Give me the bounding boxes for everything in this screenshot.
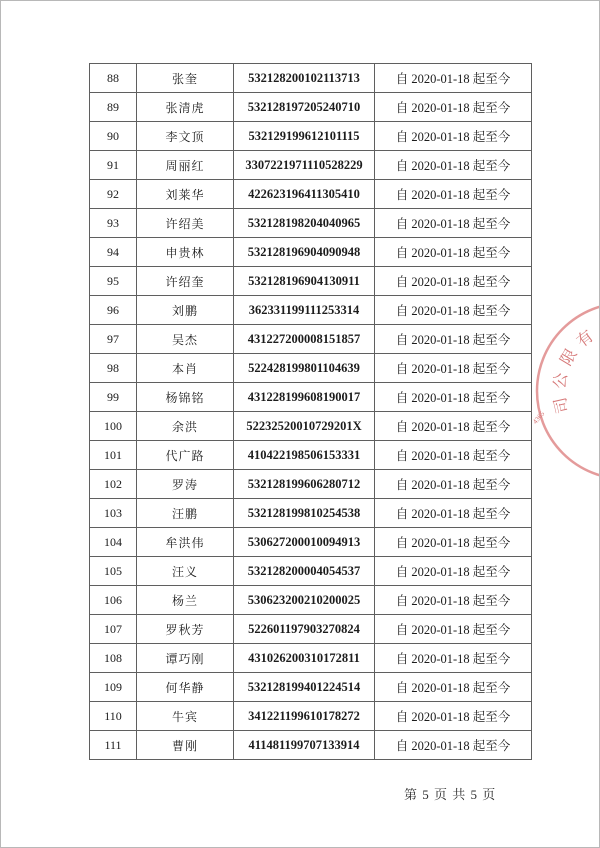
name-cell: 吴杰	[137, 325, 234, 354]
row-number-cell: 93	[90, 209, 137, 238]
table-row	[90, 64, 532, 93]
id-number-cell: 532128196904090948	[234, 238, 375, 267]
name-cell: 汪鹏	[137, 499, 234, 528]
table-row	[90, 412, 532, 441]
period-cell: 自 2020-01-18 起至今	[375, 267, 532, 296]
row-number-cell: 102	[90, 470, 137, 499]
id-number-cell: 532128199810254538	[234, 499, 375, 528]
row-number-cell: 98	[90, 354, 137, 383]
row-number-cell: 91	[90, 151, 137, 180]
table-row	[90, 122, 532, 151]
id-number-cell: 532128199606280712	[234, 470, 375, 499]
period-cell: 自 2020-01-18 起至今	[375, 731, 532, 760]
name-cell: 刘莱华	[137, 180, 234, 209]
seal-char: 限	[557, 346, 581, 369]
id-number-cell: 530623200210200025	[234, 586, 375, 615]
id-number-cell: 532128199401224514	[234, 673, 375, 702]
id-number-cell: 530627200010094913	[234, 528, 375, 557]
period-cell: 自 2020-01-18 起至今	[375, 412, 532, 441]
name-cell: 周丽红	[137, 151, 234, 180]
id-number-cell: 532128196904130911	[234, 267, 375, 296]
name-cell: 曹刚	[137, 731, 234, 760]
row-number-cell: 89	[90, 93, 137, 122]
id-number-cell: 522428199801104639	[234, 354, 375, 383]
period-cell: 自 2020-01-18 起至今	[375, 122, 532, 151]
personnel-roster-table	[89, 63, 532, 760]
seal-serial-number: 4365	[531, 409, 547, 426]
table-row	[90, 296, 532, 325]
name-cell: 刘鹏	[137, 296, 234, 325]
name-cell: 何华静	[137, 673, 234, 702]
period-cell: 自 2020-01-18 起至今	[375, 441, 532, 470]
id-number-cell: 341221199610178272	[234, 702, 375, 731]
period-cell: 自 2020-01-18 起至今	[375, 325, 532, 354]
table-row	[90, 673, 532, 702]
page-number-indicator: 第 5 页 共 5 页	[404, 787, 497, 802]
id-number-cell: 52232520010729201X	[234, 412, 375, 441]
period-cell: 自 2020-01-18 起至今	[375, 209, 532, 238]
id-number-cell: 431227200008151857	[234, 325, 375, 354]
name-cell: 罗秋芳	[137, 615, 234, 644]
id-number-cell: 532128200004054537	[234, 557, 375, 586]
roster-table-body	[90, 64, 532, 760]
table-row	[90, 644, 532, 673]
period-cell: 自 2020-01-18 起至今	[375, 151, 532, 180]
row-number-cell: 88	[90, 64, 137, 93]
id-number-cell: 422623196411305410	[234, 180, 375, 209]
id-number-cell: 362331199111253314	[234, 296, 375, 325]
table-row	[90, 209, 532, 238]
name-cell: 罗涛	[137, 470, 234, 499]
name-cell: 李文顶	[137, 122, 234, 151]
id-number-cell: 410422198506153331	[234, 441, 375, 470]
table-row	[90, 180, 532, 209]
name-cell: 牛宾	[137, 702, 234, 731]
table-row	[90, 528, 532, 557]
period-cell: 自 2020-01-18 起至今	[375, 615, 532, 644]
table-row	[90, 702, 532, 731]
period-cell: 自 2020-01-18 起至今	[375, 64, 532, 93]
table-row	[90, 586, 532, 615]
table-row	[90, 615, 532, 644]
id-number-cell: 431228199608190017	[234, 383, 375, 412]
id-number-cell: 532128197205240710	[234, 93, 375, 122]
seal-char: 公	[551, 371, 571, 391]
name-cell: 杨兰	[137, 586, 234, 615]
seal-char: 司	[552, 395, 573, 415]
period-cell: 自 2020-01-18 起至今	[375, 383, 532, 412]
period-cell: 自 2020-01-18 起至今	[375, 470, 532, 499]
id-number-cell: 532129199612101115	[234, 122, 375, 151]
row-number-cell: 108	[90, 644, 137, 673]
row-number-cell: 94	[90, 238, 137, 267]
period-cell: 自 2020-01-18 起至今	[375, 180, 532, 209]
table-row	[90, 325, 532, 354]
row-number-cell: 106	[90, 586, 137, 615]
id-number-cell: 3307221971110528229	[234, 151, 375, 180]
name-cell: 申贵林	[137, 238, 234, 267]
row-number-cell: 99	[90, 383, 137, 412]
row-number-cell: 101	[90, 441, 137, 470]
seal-char: 有	[573, 327, 598, 351]
row-number-cell: 105	[90, 557, 137, 586]
period-cell: 自 2020-01-18 起至今	[375, 528, 532, 557]
period-cell: 自 2020-01-18 起至今	[375, 499, 532, 528]
name-cell: 许绍奎	[137, 267, 234, 296]
period-cell: 自 2020-01-18 起至今	[375, 296, 532, 325]
row-number-cell: 95	[90, 267, 137, 296]
table-row	[90, 441, 532, 470]
period-cell: 自 2020-01-18 起至今	[375, 702, 532, 731]
period-cell: 自 2020-01-18 起至今	[375, 238, 532, 267]
name-cell: 汪义	[137, 557, 234, 586]
id-number-cell: 411481199707133914	[234, 731, 375, 760]
name-cell: 余洪	[137, 412, 234, 441]
seal-circle-icon	[537, 303, 599, 479]
row-number-cell: 110	[90, 702, 137, 731]
name-cell: 张清虎	[137, 93, 234, 122]
table-row	[90, 354, 532, 383]
name-cell: 代广路	[137, 441, 234, 470]
period-cell: 自 2020-01-18 起至今	[375, 673, 532, 702]
period-cell: 自 2020-01-18 起至今	[375, 586, 532, 615]
name-cell: 许绍美	[137, 209, 234, 238]
id-number-cell: 532128200102113713	[234, 64, 375, 93]
table-row	[90, 238, 532, 267]
name-cell: 杨锦铭	[137, 383, 234, 412]
row-number-cell: 100	[90, 412, 137, 441]
row-number-cell: 109	[90, 673, 137, 702]
period-cell: 自 2020-01-18 起至今	[375, 644, 532, 673]
table-row	[90, 93, 532, 122]
period-cell: 自 2020-01-18 起至今	[375, 93, 532, 122]
name-cell: 本肖	[137, 354, 234, 383]
name-cell: 牟洪伟	[137, 528, 234, 557]
row-number-cell: 92	[90, 180, 137, 209]
row-number-cell: 111	[90, 731, 137, 760]
table-row	[90, 731, 532, 760]
row-number-cell: 103	[90, 499, 137, 528]
row-number-cell: 107	[90, 615, 137, 644]
name-cell: 谭巧刚	[137, 644, 234, 673]
period-cell: 自 2020-01-18 起至今	[375, 557, 532, 586]
id-number-cell: 522601197903270824	[234, 615, 375, 644]
table-row	[90, 470, 532, 499]
table-row	[90, 557, 532, 586]
row-number-cell: 96	[90, 296, 137, 325]
table-row	[90, 151, 532, 180]
table-row	[90, 267, 532, 296]
id-number-cell: 431026200310172811	[234, 644, 375, 673]
name-cell: 张奎	[137, 64, 234, 93]
row-number-cell: 90	[90, 122, 137, 151]
row-number-cell: 97	[90, 325, 137, 354]
table-row	[90, 383, 532, 412]
period-cell: 自 2020-01-18 起至今	[375, 354, 532, 383]
row-number-cell: 104	[90, 528, 137, 557]
id-number-cell: 532128198204040965	[234, 209, 375, 238]
table-row	[90, 499, 532, 528]
